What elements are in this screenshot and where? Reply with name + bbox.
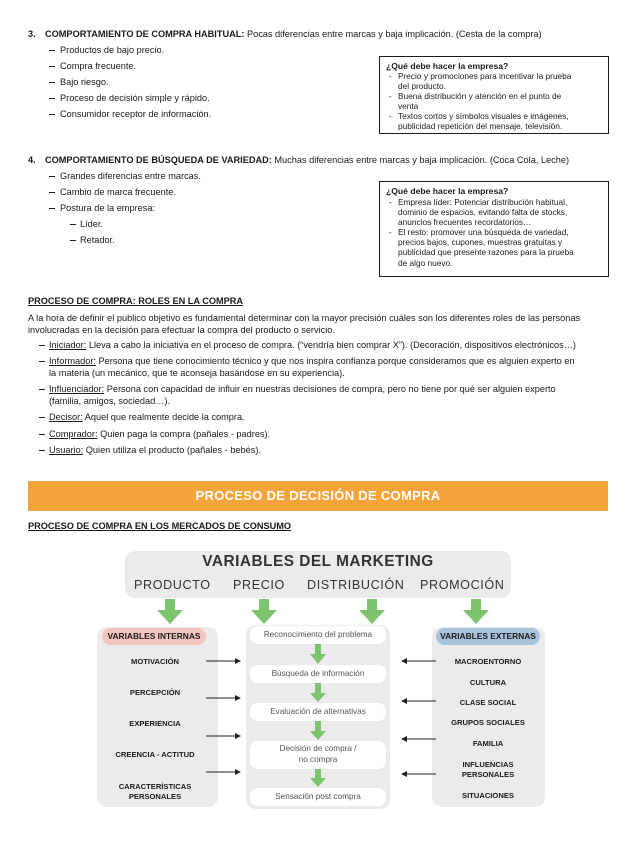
role-item-usuario: Usuario: Quien utiliza el producto (pañales - bebés).	[49, 445, 261, 455]
role-item-informador: Informador: Persona que tiene conocimiento técnico y que nos inspira confianza porque consideramos que es alguien experto en	[49, 356, 575, 366]
right-arrow-icon	[206, 694, 242, 702]
section-3-description: Pocas diferencias entre marcas y baja implicación. (Cesta de la compra)	[246, 29, 542, 39]
internal-variable: CREENCIA - ACTITUD	[115, 750, 195, 759]
internal-variable: CARACTERÍSTICAS PERSONALES	[118, 782, 192, 801]
role-item-influenciador-cont: (familia, amigos, sociedad…).	[49, 396, 171, 406]
down-arrow-icon	[156, 599, 184, 625]
diagram-title: VARIABLES DEL MARKETING	[202, 553, 434, 570]
section-banner: PROCESO DE DECISIÓN DE COMPRA	[28, 481, 608, 511]
decision-step: Evaluación de alternativas	[250, 703, 386, 721]
role-item-comprador: Comprador: Quien paga la compra (pañales - padres).	[49, 429, 271, 439]
right-arrow-icon	[206, 768, 242, 776]
box-title: ¿Qué debe hacer la empresa?	[386, 186, 509, 196]
role-item-informador-cont: la materia (un mecánico, que te aconseja basándose en su experiencia).	[49, 368, 345, 378]
section-3-number: 3.	[28, 29, 36, 39]
left-arrow-icon	[400, 657, 436, 665]
external-variable: MACROENTORNO	[454, 657, 522, 666]
down-arrow-icon	[310, 721, 326, 741]
box-item: - Precio y promociones para incentivar la prueba del producto.	[398, 71, 614, 91]
roles-intro-line: involucradas en la decisión para efectuar la compra del producto o servicio.	[28, 325, 335, 335]
mix-promocion: PROMOCIÓN	[420, 578, 505, 592]
right-arrow-icon	[206, 732, 242, 740]
internal-variables-panel	[97, 627, 218, 807]
internal-variables-label: VARIABLES INTERNAS	[102, 628, 206, 645]
down-arrow-icon	[250, 599, 278, 625]
section-3-company-box	[379, 56, 609, 134]
consumo-title: PROCESO DE COMPRA EN LOS MERCADOS DE CONSUMO	[28, 521, 292, 531]
role-item-influenciador: Influenciador: Persona con capacidad de influir en nuestras decisiones de compra, pero no tiene por qué ser alguien experto	[49, 384, 556, 394]
down-arrow-icon	[358, 599, 386, 625]
list-item: Postura de la empresa:	[60, 203, 155, 213]
down-arrow-icon	[462, 599, 490, 625]
list-item: Cambio de marca frecuente.	[60, 187, 176, 197]
box-item: - Buena distribución y atención en el punto de venta	[398, 91, 614, 111]
down-arrow-icon	[310, 769, 326, 788]
internal-variable: PERCEPCIÓN	[129, 688, 181, 697]
sub-list-item: Líder.	[80, 219, 103, 229]
list-item: Proceso de decisión simple y rápido.	[60, 93, 210, 103]
role-item-iniciador: Iniciador: Lleva a cabo la iniciativa en el proceso de compra. (“vendría bien comprar X”). (Decoración, dispositivos electrónicos…)	[49, 340, 576, 350]
right-arrow-icon	[206, 657, 242, 665]
section-4-company-box	[379, 181, 609, 277]
internal-variable: MOTIVACIÓN	[131, 657, 179, 666]
roles-intro-line: A la hora de definir el publico objetivo es fundamental determinar con la mayor precisión cuáles son los diferentes roles de las personas	[28, 313, 581, 323]
down-arrow-icon	[310, 644, 326, 665]
external-variables-label: VARIABLES EXTERNAS	[436, 628, 540, 645]
internal-variable: EXPERIENCIA	[129, 719, 181, 728]
section-3-title: COMPORTAMIENTO DE COMPRA HABITUAL:	[45, 29, 245, 39]
section-4-number: 4.	[28, 155, 36, 165]
decision-step: Sensación post compra	[250, 788, 386, 806]
section-3-heading	[45, 28, 542, 40]
left-arrow-icon	[400, 735, 436, 743]
left-arrow-icon	[400, 770, 436, 778]
external-variable: SITUACIONES	[462, 791, 514, 800]
mix-distribucion: DISTRIBUCIÓN	[307, 578, 405, 592]
external-variables-panel	[432, 627, 545, 807]
external-variable: CLASE SOCIAL	[459, 698, 517, 707]
list-item: Grandes diferencias entre marcas.	[60, 171, 201, 181]
decision-step: Decisión de compra / no compra	[250, 741, 386, 769]
list-item: Productos de bajo precio.	[60, 45, 165, 55]
external-variable: INFLUENCIAS PERSONALES	[461, 760, 515, 779]
section-4-description: Muchas diferencias entre marcas y baja implicación. (Coca Cola, Leche)	[274, 155, 570, 165]
role-item-decisor: Decisor: Aquel que realmente decide la compra.	[49, 412, 245, 422]
down-arrow-icon	[310, 683, 326, 703]
external-variable: GRUPOS SOCIALES	[451, 718, 525, 727]
sub-list-item: Retador.	[80, 235, 115, 245]
mix-precio: PRECIO	[233, 578, 285, 592]
external-variable: FAMILIA	[472, 739, 504, 748]
box-item: - Textos cortos y símbolos visuales e imágenes, publicidad repetición del mensaje, televisión.	[398, 111, 614, 131]
left-arrow-icon	[400, 697, 436, 705]
box-item: - El resto: promover una búsqueda de variedad, precios bajos, cupones, muestras gratuitas y publicidad que presente razones para la prueba de algo nuevo.	[398, 227, 614, 267]
box-title: ¿Qué debe hacer la empresa?	[386, 61, 509, 71]
section-4-title: COMPORTAMIENTO DE BÚSQUEDA DE VARIEDAD:	[45, 155, 272, 165]
box-item: - Empresa líder: Potenciar distribución habitual, dominio de espacios, evitando falta de stocks, anuncios frecuentes recordatorios…	[398, 197, 614, 227]
list-item: Compra frecuente.	[60, 61, 137, 71]
section-4-heading	[45, 154, 569, 166]
mix-producto: PRODUCTO	[134, 578, 211, 592]
roles-title: PROCESO DE COMPRA: ROLES EN LA COMPRA	[28, 296, 244, 306]
decision-step: Búsqueda de información	[250, 665, 386, 683]
list-item: Bajo riesgo.	[60, 77, 109, 87]
decision-step: Reconocimiento del problema	[250, 626, 386, 644]
list-item: Consumidor receptor de información.	[60, 109, 212, 119]
external-variable: CULTURA	[469, 678, 507, 687]
